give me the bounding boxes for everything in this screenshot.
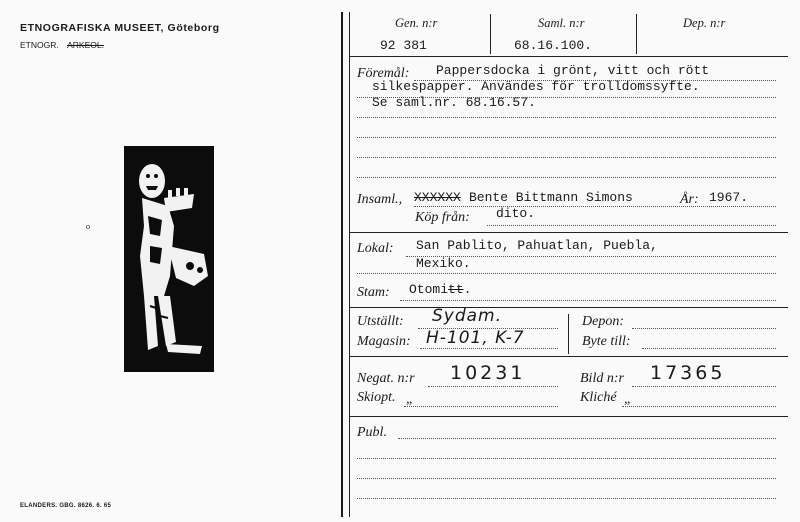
rule: [642, 348, 776, 349]
rule: [414, 80, 776, 81]
foremal-line-1: Pappersdocka i grönt, vitt och rött: [436, 63, 710, 78]
insaml-label: Insaml.,: [357, 192, 403, 207]
negat-value: 10231: [450, 362, 526, 384]
magasin-value: H-101, K-7: [426, 328, 525, 348]
rule: [414, 206, 776, 207]
paper-doll-figure: [124, 146, 214, 372]
stam-label: Stam:: [357, 285, 390, 300]
rule: [622, 406, 776, 407]
photo-rule: [350, 416, 788, 417]
rule: [357, 478, 776, 479]
kop-label: Köp från:: [415, 210, 470, 225]
utstallt-label: Utställt:: [357, 314, 404, 329]
rule: [398, 438, 776, 439]
rule: [428, 386, 558, 387]
kliche-label: Kliché: [580, 390, 617, 405]
foremal-line-2: silkespapper. Användes för trolldomssyfte.: [372, 79, 700, 94]
storage-rule: [350, 356, 788, 357]
rule: [357, 458, 776, 459]
ar-label: År:: [680, 192, 699, 207]
rule: [400, 300, 776, 301]
paper-doll-photo: [124, 146, 214, 372]
gen-label: Gen. n:r: [395, 16, 438, 30]
card-margin-line: [349, 12, 350, 517]
foremal-label: Föremål:: [357, 66, 410, 81]
kop-value: dito.: [496, 206, 536, 221]
skiopt-label: Skiopt.: [357, 390, 396, 405]
printer-footer: ELANDERS. GBG. 8626. 6. 65: [20, 503, 112, 509]
card-left-border: [341, 12, 343, 517]
stam-value-text: Otomi: [409, 282, 449, 297]
header-divider-2: [636, 14, 637, 54]
header-rule: [350, 56, 788, 57]
utstallt-value: Sydam.: [432, 306, 503, 326]
department-active: ETNOGR.: [20, 40, 59, 50]
rule: [404, 406, 558, 407]
negat-label: Negat. n:r: [357, 371, 415, 386]
rule: [357, 273, 776, 274]
rule: [632, 328, 776, 329]
stam-rule: [350, 307, 788, 308]
depon-label: Depon:: [582, 314, 624, 329]
lokal-line-1: San Pablito, Pahuatlan, Puebla,: [416, 238, 658, 253]
skiopt-value: „: [406, 392, 414, 407]
stam-value: Otomitt.: [409, 282, 472, 297]
publ-label: Publ.: [357, 425, 387, 440]
lokal-line-2: Mexiko.: [416, 256, 471, 271]
insaml-crossed: XXXXXX: [414, 190, 461, 205]
bild-label: Bild n:r: [580, 371, 624, 386]
stam-crossed: tt: [448, 282, 464, 297]
dep-label: Dep. n:r: [683, 16, 726, 30]
rule: [406, 256, 776, 257]
rule: [357, 97, 776, 98]
ar-value: 1967.: [709, 190, 749, 205]
rule: [357, 498, 776, 499]
rule: [487, 225, 776, 226]
insaml-value: Bente Bittmann Simons: [469, 190, 633, 205]
lokal-label: Lokal:: [357, 241, 394, 256]
rule: [357, 177, 776, 178]
department-struck: ARKEOL.: [67, 40, 104, 50]
margin-mark: o: [86, 222, 90, 231]
rule: [420, 348, 558, 349]
department: [20, 40, 104, 50]
bild-value: 17365: [650, 362, 726, 384]
rule: [632, 386, 776, 387]
museum-name: ETNOGRAFISKA MUSEET, Göteborg: [20, 22, 220, 34]
header-divider-1: [490, 14, 491, 54]
gen-value: 92 381: [380, 38, 427, 53]
foremal-line-3: Se saml.nr. 68.16.57.: [372, 95, 536, 110]
magasin-label: Magasin:: [357, 334, 411, 349]
rule: [357, 117, 776, 118]
rule: [357, 137, 776, 138]
depot-divider: [568, 314, 569, 354]
kliche-value: „: [624, 392, 632, 407]
byte-label: Byte till:: [582, 334, 631, 349]
insaml-rule: [350, 232, 788, 233]
saml-label: Saml. n:r: [538, 16, 585, 30]
saml-value: 68.16.100.: [514, 38, 593, 53]
rule: [357, 157, 776, 158]
